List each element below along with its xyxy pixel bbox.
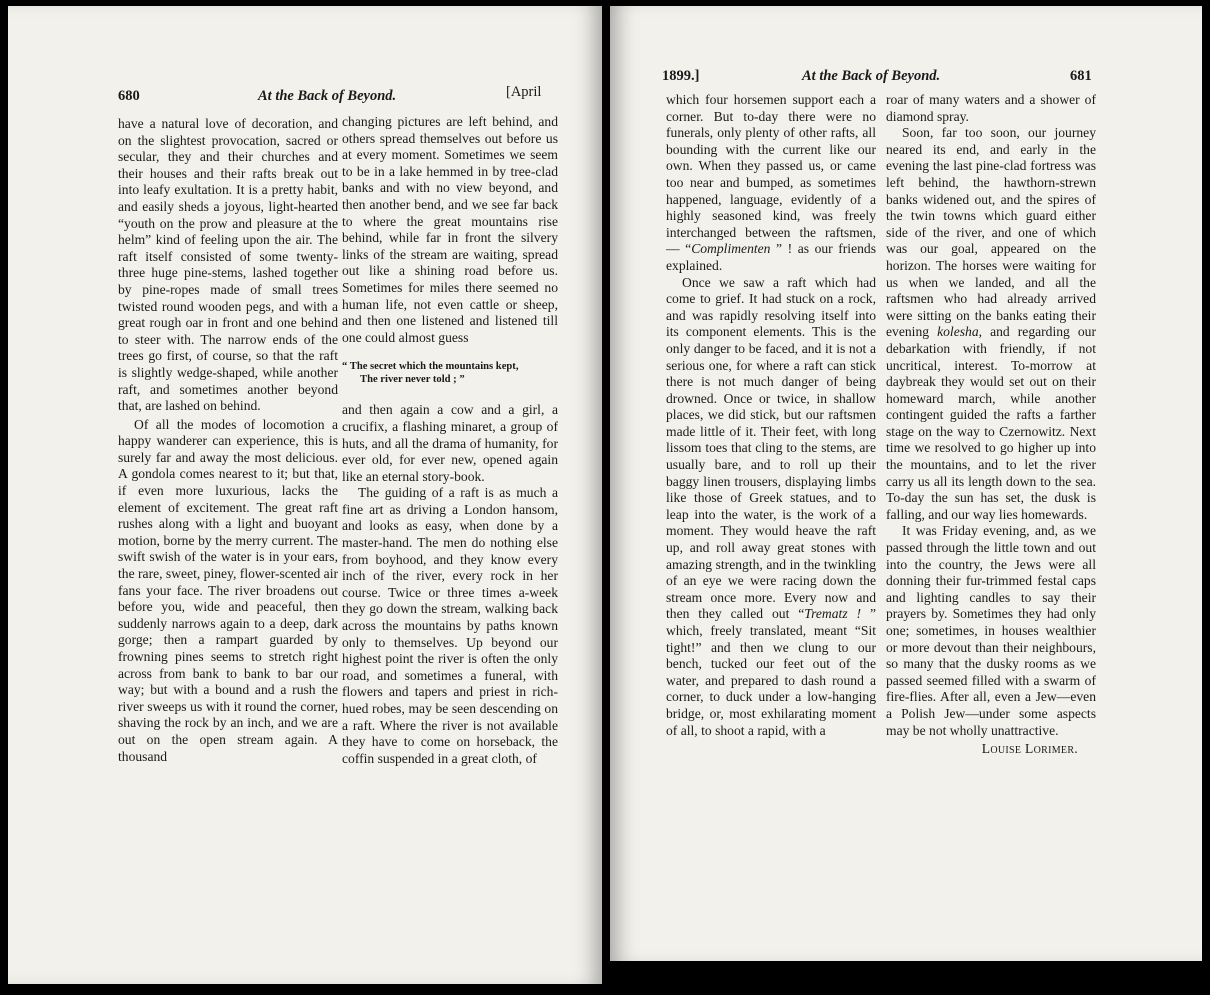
text-run: and regarding our debarkation with friendly, if not uncritical, interest. To-morrow at daybreak they would set out on their homeward march, while another contingent guided the rafts a farther stage on the way to Czernowitz. Next time we resolved to go higher up into the mountains, and to let the river carry us all its length down to the sea. To-day the sun has set, the dusk is falling, and our way lies homewards.: [886, 324, 1097, 522]
left-running-title: At the Back of Beyond.: [258, 88, 397, 104]
text-run: Soon, far too soon, our journey neared its end, and early in the evening the last pine-clad fortress was left behind, the hawthorn-strewn banks widened out, and the spires of the twin towns which guard either side of the river, and one of which was our goal, appeared on the horizon. The horses were waiting for us when we landed, and all the raftsmen who had already arrived were sitting on the banks eating their evening: [886, 125, 1096, 340]
right-running-title: At the Back of Beyond.: [802, 68, 941, 84]
text-run: which four horsemen support each a corner. But to-day there were no funerals, only plenty of other rafts, all bounding with the current like our own. When they passed us, or came too near and bumped, as sometimes happened, language, evidently of a highly seasoned kind, was freely interchanged between the raftsmen, — “: [666, 92, 876, 257]
paragraph: and then again a cow and a girl, a crucifix, a flashing minaret, a group of huts, and all the drama of humanity, for ever old, for ever new, opened again like an eternal story-book.: [342, 402, 558, 484]
right-page: [610, 6, 1202, 961]
left-page-number: 680: [118, 88, 140, 104]
verse-quote: [342, 360, 558, 386]
left-page: [8, 6, 602, 984]
quote-line: “ The secret which the mountains kept,: [342, 361, 519, 373]
text-run: ” which, freely translated, meant “Sit tight!” and then we clung to our bench, tucked our feet out of the water, and prepared to dash round a corner, to duck under a low-hanging bridge, or, most exhilarating moment of all, to shoot a rapid, with a: [666, 606, 876, 738]
right-column-1: [666, 92, 876, 739]
paragraph: changing pictures are left behind, and others spread themselves out before us at every moment. Sometimes we seem to be in a lake hemmed in by tree-clad banks and with no view beyond, and then another bend, and we see far back to where the great mountains rise behind, while far in front the silvery links of the stream are waiting, spread out like a shining road before us. Sometimes for miles there seemed no human life, not even cattle or sheep, and then one listened and listened till one could almost guess: [342, 114, 558, 345]
text-run: Once we saw a raft which had come to grief. It had stuck on a rock, and was rapidly resolving itself into its component elements. This is the only danger to be faced, and it is not a serious one, for where a raft can stick there is not much danger of being drowned. Once or twice, in shallow places, we did stick, but our raftsmen made little of it. Their feet, with long lissom toes that cling to the stems, are usually bare, and to roll up their baggy linen trousers, displaying limbs like those of Greek statues, and to leap into the water, is the work of a moment. They would heave the raft up, and roll away great stones with amazing strength, and in the twinkling of an eye we were racing down the stream once more. Every now and then they called out “: [666, 274, 876, 622]
paragraph: Of all the modes of locomotion a happy wanderer can experience, this is surely far and away the most delicious. A gondola comes nearest to it; but that, if even more luxurious, lacks the element of excitement. The great raft rushes along with a light and buoyant motion, borne by the merry current. The swift swish of the water is in your ears, the rare, sweet, piney, flower-scented air fans your face. The river broadens out before you, wide and peaceful, then suddenly narrows again to a deep, dark gorge; then a rampart guarded by frowning pines seems to stretch right across from bank to bank to bar our way; but with a bound and a rush the river sweeps us with it round the corner, shaving the rock by an inch, and we are out on the open stream again. A thousand: [118, 416, 339, 764]
italic-term: Trematz !: [804, 606, 862, 622]
paragraph: [666, 275, 876, 740]
left-column-2: [342, 114, 558, 767]
text-run: ” ! as our friends explained.: [666, 241, 876, 273]
right-page-number: 681: [1070, 68, 1092, 84]
paragraph: roar of many waters and a shower of diamond spray.: [886, 92, 1096, 124]
paragraph: [886, 125, 1096, 523]
italic-term: kolesha,: [937, 324, 983, 340]
right-column-2: [886, 92, 1096, 758]
paragraph: [666, 92, 876, 275]
right-year: 1899.]: [662, 68, 700, 84]
author-signature: Louise Lorimer.: [981, 741, 1078, 757]
paragraph: The guiding of a raft is as much a fine art as driving a London hansom, and looks as easy, when done by a master-hand. The men do nothing else from boyhood, and they know every inch of the river, every rock in her course. Twice or three times a-week they go down the stream, walking back across the mountains by paths known only to themselves. Up beyond our highest point the river is often the only road, and sometimes a funeral, with flowers and tapers and priest in rich-hued robes, may be seen descending on a raft. Where the river is not available they have to come on horseback, the coffin suspended in a great cloth, of: [342, 485, 558, 766]
paragraph: It was Friday evening, and, as we passed through the little town and out into the country, the Jews were all donning their fur-trimmed festal caps and lighting candles to say their prayers by. Sometimes they had only one; sometimes, in houses wealthier or more devout than their neighbours, so many that the dusky rooms as we passed seemed filled with a swarm of fire-flies. After all, even a Jew—even a Polish Jew—under some aspects may be not wholly unattractive.: [886, 523, 1096, 738]
left-column-1: [118, 116, 338, 765]
quote-line: The river never told ; ”: [360, 374, 465, 386]
paragraph: have a natural love of decoration, and on the slightest provocation, sacred or secular, they and their churches and their houses and their rafts break out into leafy exultation. It is a pretty habit, and easily sheds a joyous, light-hearted “youth on the prow and pleasure at the helm” kind of feeling upon the air. The raft itself consisted of some twenty-three huge pine-stems, lashed together by pine-ropes made of small trees twisted round wooden pegs, and with a great rough oar in front and one behind to steer with. The narrow ends of the trees go first, of course, so that the raft is slightly wedge-shaped, while another raft, and sometimes another beyond that, are lashed on behind.: [118, 116, 338, 414]
italic-term: Complimenten: [691, 241, 771, 257]
left-month: [April: [506, 84, 542, 100]
